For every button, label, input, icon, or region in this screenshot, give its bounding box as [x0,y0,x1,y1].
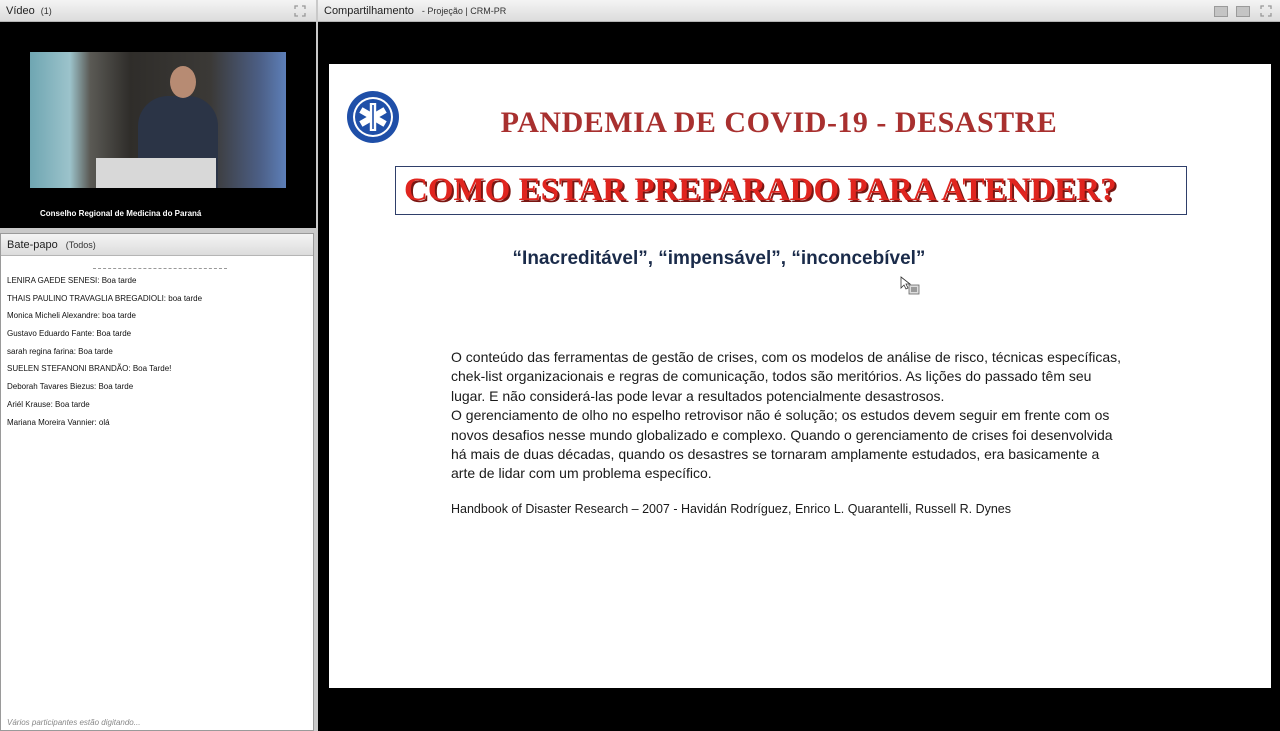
video-pod-title: Vídeo [6,4,35,17]
fullscreen-icon[interactable] [294,5,306,17]
speaker-head [170,66,196,98]
video-pod-header [0,0,316,22]
chat-message: THAIS PAULINO TRAVAGLIA BREGADIOLI: boa tarde [7,293,203,303]
fullscreen-icon[interactable] [1260,5,1272,17]
chat-pod [0,233,314,731]
share-pod-header [318,0,1280,22]
chat-message-list[interactable] [7,272,307,431]
chat-message: Deborah Tavares Biezus: Boa tarde [7,382,134,392]
slide-body-line: O gerenciamento de olho no espelho retrovisor não é solução; os estudos devem seguir em frente com os [451,407,1110,424]
video-stream[interactable] [30,52,286,188]
chat-message: Ariél Krause: Boa tarde [7,399,90,409]
slide-subtitle-box [395,166,1187,215]
presentation-slide [329,64,1271,688]
chat-pod-title: Bate-papo [7,238,58,251]
typing-status: Vários participantes estão digitando... [7,718,141,727]
chat-message: Monica Micheli Alexandre: boa tarde [7,311,136,321]
slide-body-line: lugar. E não considerá-las pode levar a resultados potencialmente desastrosos. [451,387,945,404]
video-caption: Conselho Regional de Medicina do Paraná [40,209,202,218]
fit-width-icon[interactable] [1236,6,1250,17]
star-of-life-icon [346,90,400,144]
slide-subtitle: COMO ESTAR PREPARADO PARA ATENDER? [404,172,1117,208]
chat-message: sarah regina farina: Boa tarde [7,346,113,356]
chat-message: SUELEN STEFANONI BRANDÃO: Boa Tarde! [7,364,172,374]
chat-message: LENIRA GAEDE SENESI: Boa tarde [7,276,137,285]
chat-message: Gustavo Eduardo Fante: Boa tarde [7,329,132,339]
slide-body [451,348,1161,484]
slide-title: PANDEMIA DE COVID-19 - DESASTRE [500,106,1058,139]
chat-message: Mariana Moreira Vannier: olá [7,417,110,427]
chat-history-divider [93,268,227,269]
mouse-pointer-icon [900,276,922,298]
video-participant-count: (1) [40,5,52,16]
podium [96,158,216,188]
slide-body-line: O conteúdo das ferramentas de gestão de crises, com os modelos de análise de risco, técnicas específicas, [451,349,1122,365]
slide-quote: “Inacreditável”, “impensável”, “inconcebível” [512,248,926,269]
slide-body-line: chek-list organizacionais e regras de comunicação, todos são meritórios. As lições do passado têm seu [451,368,1092,385]
slide-body-line: há mais de duas décadas, quando os desastres se tornaram amplamente estudados, era basicamente a [451,446,1100,463]
video-pod [0,0,316,228]
chat-pod-header [1,234,313,256]
slide-body-line: novos desafios nesse mundo globalizado e complexo. Quando o gerenciamento de crises foi desenvolvida [451,426,1113,443]
slide-citation: Handbook of Disaster Research – 2007 - Havidán Rodríguez, Enrico L. Quarantelli, Russell R. Dynes [451,502,1011,516]
view-mode-icon[interactable] [1214,6,1228,17]
share-pod [318,0,1280,731]
chat-scope[interactable]: (Todos) [65,239,96,250]
share-pod-subtitle: - Projeção | CRM-PR [421,5,507,16]
slide-body-line: arte de lidar com um problema específico. [451,465,712,482]
share-pod-title: Compartilhamento [324,4,414,17]
